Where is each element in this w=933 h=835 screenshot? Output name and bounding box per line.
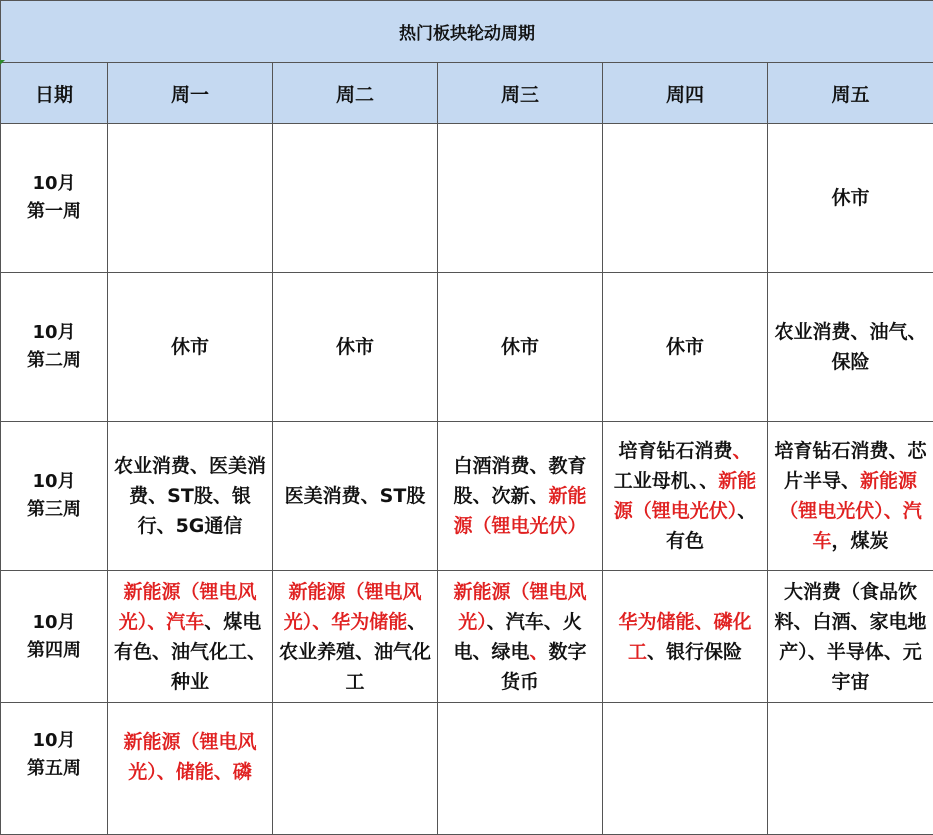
- sector-cell: [273, 703, 438, 835]
- sector-text: 休市: [501, 336, 539, 358]
- sector-text: 新能源（锂电风光）: [453, 581, 586, 633]
- sector-text: 新能源（锂电光伏）、汽车: [779, 470, 922, 552]
- sector-cell: [108, 273, 273, 422]
- sector-text: 新能源（锂电光伏）: [614, 470, 757, 522]
- sector-cell: [108, 703, 273, 835]
- sector-cell: [108, 571, 273, 703]
- header-wednesday: 周三: [438, 63, 603, 124]
- sector-text: 白酒消费、教育股、次新、: [453, 455, 586, 507]
- header-date: 日期: [1, 63, 108, 124]
- sector-text: 数字货币: [501, 641, 587, 693]
- table-row: [1, 422, 933, 571]
- sector-cell: [438, 703, 603, 835]
- sector-text: 医美消费、ST股: [285, 485, 426, 507]
- sector-cell: [603, 124, 768, 273]
- sector-text: 、: [733, 440, 752, 462]
- sector-text: 华为储能、磷化工: [618, 611, 751, 663]
- sector-text: 休市: [171, 336, 209, 358]
- sector-cell: [273, 422, 438, 571]
- date-cell: [1, 571, 108, 703]
- sector-cell: [108, 124, 273, 273]
- table-row: [1, 273, 933, 422]
- sector-cell: [768, 571, 933, 703]
- header-monday: 周一: [108, 63, 273, 124]
- sector-text: 培育钻石消费: [618, 440, 732, 462]
- date-cell: [1, 273, 108, 422]
- sector-cell: [273, 571, 438, 703]
- sector-text: 、汽车、火电、绿电: [453, 611, 581, 663]
- sector-text: 培育钻石消费、芯片半导、: [775, 440, 927, 492]
- sector-cell: [768, 124, 933, 273]
- table-row: [1, 571, 933, 703]
- sector-cell: [438, 422, 603, 571]
- sector-cell: [108, 422, 273, 571]
- sector-text: 休市: [336, 336, 374, 358]
- date-month: 10月: [32, 173, 75, 194]
- sector-cell: [768, 703, 933, 835]
- sector-text: 农业消费、油气、保险: [775, 321, 927, 373]
- header-thursday: 周四: [603, 63, 768, 124]
- sector-text: 、煤电有色、油气化工、种业: [114, 611, 266, 693]
- sector-text: 农业消费、医美消费、ST股、银行、5G通信: [114, 455, 266, 537]
- sector-cell: [768, 273, 933, 422]
- date-month: 10月: [32, 471, 75, 492]
- sector-cell: [273, 124, 438, 273]
- date-week: 第二周: [27, 350, 81, 371]
- sector-text: ，煤炭: [832, 530, 889, 552]
- sector-text: 大消费（食品饮料、白酒、家电地产）、半导体、元宇宙: [775, 581, 927, 693]
- sector-text: 、银行保险: [647, 641, 742, 663]
- header-friday: 周五: [768, 63, 933, 124]
- sector-cell: [438, 571, 603, 703]
- sector-text: 工业母机、、: [614, 470, 719, 492]
- date-cell: [1, 703, 108, 835]
- date-month: 10月: [32, 730, 75, 751]
- date-week: 第五周: [27, 758, 81, 779]
- date-cell: [1, 422, 108, 571]
- table-row: [1, 703, 933, 835]
- sector-text: 、有色: [666, 500, 756, 552]
- date-month: 10月: [32, 322, 75, 343]
- date-cell: [1, 124, 108, 273]
- table-row: [1, 124, 933, 273]
- sector-cell: [768, 422, 933, 571]
- sector-text: 休市: [666, 336, 704, 358]
- sector-cell: [603, 703, 768, 835]
- sector-cell: [438, 124, 603, 273]
- sector-cell: [273, 273, 438, 422]
- sector-cell: [438, 273, 603, 422]
- sector-text: 新能源（锂电风光）、汽车: [119, 581, 257, 633]
- sector-text: 新能源（锂电风光）、储能、磷: [123, 731, 256, 783]
- date-week: 第四周: [27, 640, 81, 661]
- table-title: 热门板块轮动周期: [1, 1, 933, 63]
- sector-text: 新能源（锂电光伏）: [453, 485, 586, 537]
- sector-text: 休市: [832, 187, 870, 209]
- date-month: 10月: [32, 612, 75, 633]
- cell-comment-marker: [0, 60, 5, 65]
- sector-cell: [603, 571, 768, 703]
- sector-cell: [603, 273, 768, 422]
- header-tuesday: 周二: [273, 63, 438, 124]
- date-week: 第三周: [27, 499, 81, 520]
- sector-text: 新能源（锂电风光）、华为储能: [284, 581, 422, 633]
- sector-cell: [603, 422, 768, 571]
- sector-text: 、: [529, 641, 548, 663]
- sector-text: 、农业养殖、油气化工: [279, 611, 431, 693]
- date-week: 第一周: [27, 201, 81, 222]
